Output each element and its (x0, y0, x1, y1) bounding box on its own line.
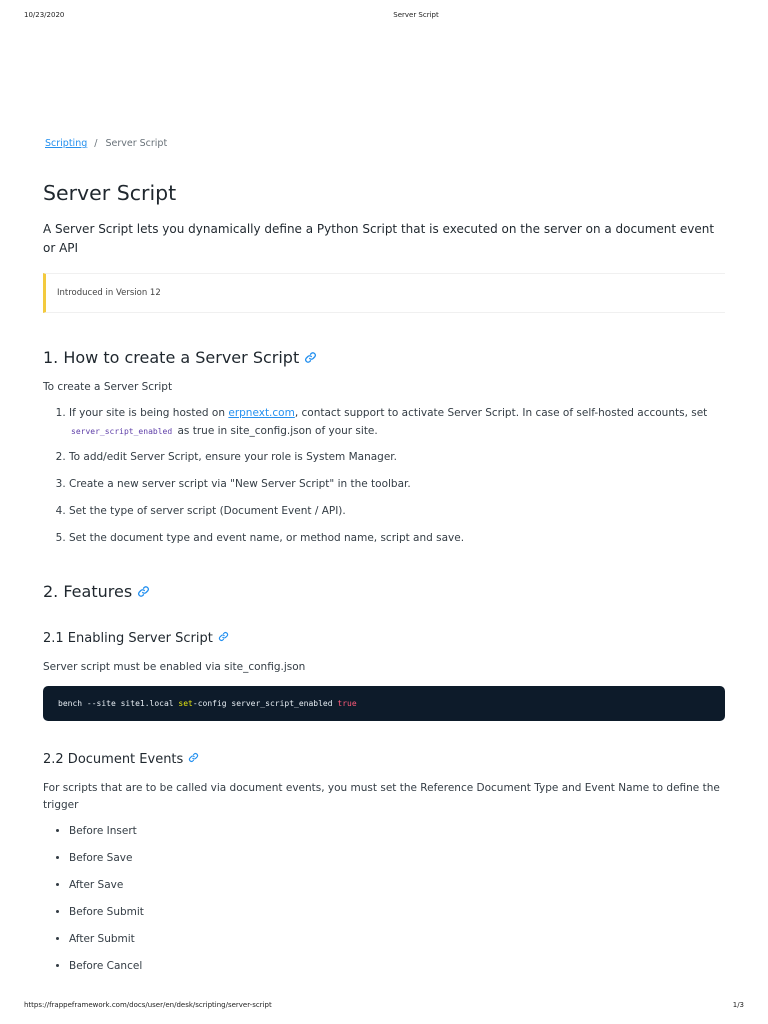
code-token: bench --site site1.local (58, 699, 179, 708)
step-text: , contact support to activate Server Script. In case of self-hosted accounts, set (294, 407, 708, 419)
version-callout (43, 273, 725, 313)
code-keyword: set (178, 699, 193, 708)
heading-features (43, 582, 150, 602)
inline-code: server_script_enabled (71, 426, 173, 436)
link-icon[interactable] (304, 349, 317, 368)
section1-intro: To create a Server Script (43, 381, 173, 393)
document-events-text: For scripts that are to be called via document events, you must set the Reference Document Type and Event Name to define the trigger (43, 782, 720, 811)
heading-text: 1. How to create a Server Script (43, 348, 300, 367)
code-token: -config server_script_enabled (192, 699, 338, 708)
document-events-list (43, 823, 144, 985)
breadcrumb-separator: / (94, 138, 98, 149)
list-item: 2. To add/edit Server Script, ensure your role is System Manager. (69, 449, 729, 467)
code-block (43, 686, 725, 721)
heading-enabling-server-script (43, 631, 229, 646)
breadcrumb-link-scripting[interactable]: Scripting (45, 138, 88, 149)
list-item: • After Submit (69, 931, 144, 949)
step-text: as true in site_config.json of your site. (174, 424, 378, 437)
heading-document-events (43, 752, 199, 767)
list-item: • Before Save (69, 850, 144, 868)
footer-url: https://frappeframework.com/docs/user/en/desk/scripting/server-script (24, 1001, 272, 1009)
print-date: 10/23/2020 (24, 11, 65, 19)
breadcrumb-current: Server Script (105, 138, 168, 149)
list-item (69, 405, 729, 440)
create-steps-list (43, 405, 729, 556)
print-title: Server Script (393, 11, 439, 19)
footer-page-number: 1/3 (732, 1001, 744, 1009)
step-text: If your site is being hosted on (69, 407, 229, 419)
list-item: • After Save (69, 877, 144, 895)
page-title: Server Script (43, 181, 177, 205)
heading-text: 2.1 Enabling Server Script (43, 631, 213, 646)
list-item: 3. Create a new server script via "New Server Script" in the toolbar. (69, 476, 729, 494)
callout-text: Introduced in Version 12 (57, 288, 161, 298)
link-icon[interactable] (137, 583, 150, 602)
heading-how-to-create (43, 348, 317, 368)
page-lead: A Server Script lets you dynamically define a Python Script that is executed on the server on a document event or API (43, 222, 715, 255)
list-item: • Before Submit (69, 904, 144, 922)
erpnext-link[interactable]: erpnext.com (228, 407, 295, 419)
list-item: 4. Set the type of server script (Document Event / API). (69, 503, 729, 521)
link-icon[interactable] (218, 631, 229, 646)
list-item: • Before Cancel (69, 958, 144, 976)
breadcrumb (45, 138, 167, 149)
list-item: • Before Insert (69, 823, 144, 841)
list-item: 5. Set the document type and event name, or method name, script and save. (69, 530, 729, 548)
link-icon[interactable] (188, 752, 199, 767)
heading-text: 2.2 Document Events (43, 752, 184, 767)
enabling-text: Server script must be enabled via site_config.json (43, 661, 306, 673)
heading-text: 2. Features (43, 582, 133, 601)
code-boolean: true (337, 699, 357, 708)
